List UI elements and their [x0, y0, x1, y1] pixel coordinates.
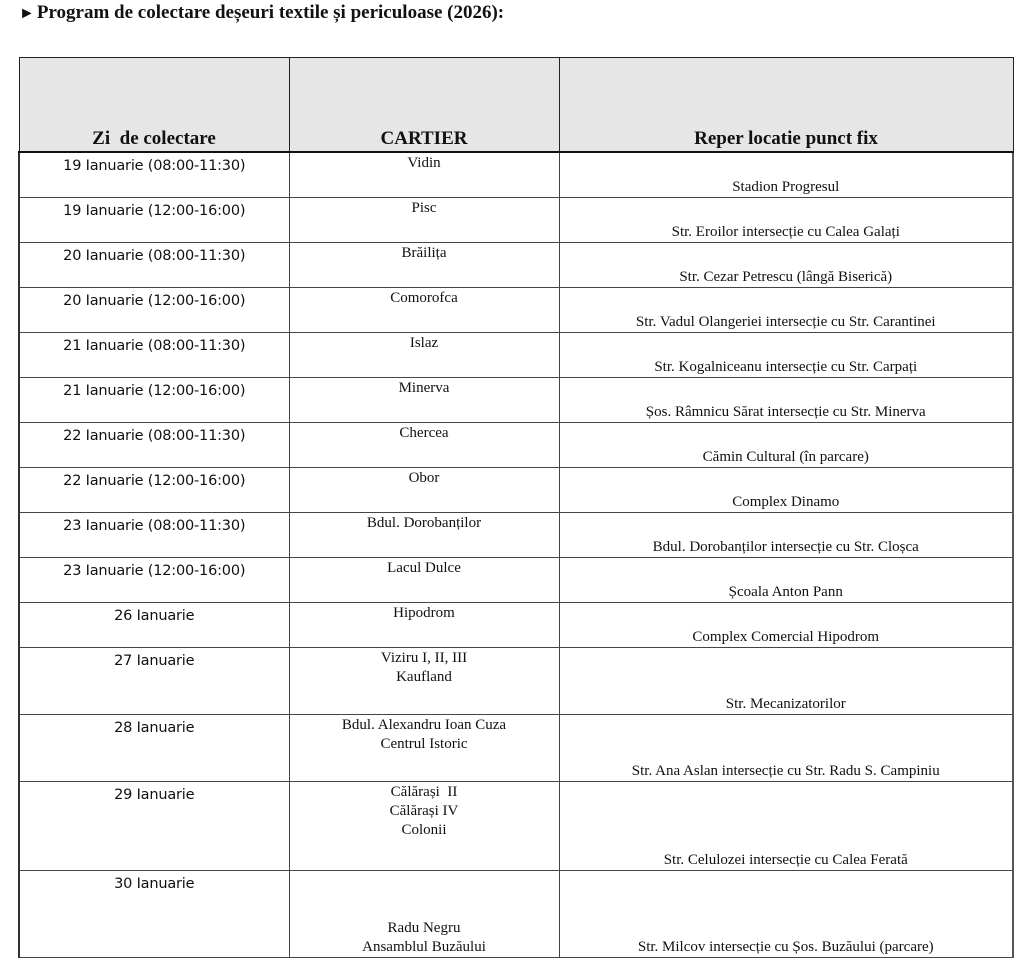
neighborhood-name: Hipodrom — [393, 604, 455, 621]
page-title — [19, 2, 504, 24]
location-cell: Complex Dinamo — [559, 467, 1013, 512]
neighborhood-name: Comorofca — [390, 289, 458, 306]
neighborhood-cell — [289, 197, 559, 242]
table-row — [19, 557, 1013, 602]
neighborhood-name: Centrul Istoric — [380, 735, 468, 752]
location-cell: Stadion Progresul — [559, 152, 1013, 197]
location-cell: Str. Eroilor intersecție cu Calea Galați — [559, 197, 1013, 242]
header-collection-day: Zi de colectare — [19, 58, 289, 153]
collection-day-cell: 30 Ianuarie — [19, 870, 289, 957]
collection-day-cell: 27 Ianuarie — [19, 647, 289, 714]
location-cell: Șos. Râmnicu Sărat intersecție cu Str. Minerva — [559, 377, 1013, 422]
table-body — [19, 152, 1013, 957]
table-header-row — [19, 58, 1013, 153]
neighborhood-name: Bdul. Dorobanților — [366, 514, 482, 531]
location-cell: Str. Ana Aslan intersecție cu Str. Radu S. Campiniu — [559, 714, 1013, 781]
neighborhood-cell — [289, 332, 559, 377]
location-cell: Str. Cezar Petrescu (lângă Biserică) — [559, 242, 1013, 287]
collection-day-cell: 22 Ianuarie (12:00-16:00) — [19, 467, 289, 512]
location-cell: Str. Milcov intersecție cu Șos. Buzăului (parcare) — [559, 870, 1013, 957]
neighborhood-cell — [289, 647, 559, 714]
table-row — [19, 287, 1013, 332]
location-cell: Str. Mecanizatorilor — [559, 647, 1013, 714]
collection-day-cell: 29 Ianuarie — [19, 781, 289, 870]
collection-schedule-table — [18, 57, 1014, 958]
table-row — [19, 377, 1013, 422]
neighborhood-cell — [289, 512, 559, 557]
table-row — [19, 512, 1013, 557]
neighborhood-cell — [289, 422, 559, 467]
collection-day-cell: 19 Ianuarie (12:00-16:00) — [19, 197, 289, 242]
neighborhood-name: Lacul Dulce — [387, 559, 461, 576]
collection-day-cell: 23 Ianuarie (12:00-16:00) — [19, 557, 289, 602]
neighborhood-cell — [289, 602, 559, 647]
table-row — [19, 870, 1013, 957]
neighborhood-name: Chercea — [399, 424, 449, 441]
collection-day-cell: 21 Ianuarie (12:00-16:00) — [19, 377, 289, 422]
location-cell: Școala Anton Pann — [559, 557, 1013, 602]
location-cell: Bdul. Dorobanților intersecție cu Str. Cloșca — [559, 512, 1013, 557]
collection-day-cell: 21 Ianuarie (08:00-11:30) — [19, 332, 289, 377]
table-row — [19, 714, 1013, 781]
neighborhood-cell — [289, 467, 559, 512]
collection-day-cell: 28 Ianuarie — [19, 714, 289, 781]
location-cell: Str. Celulozei intersecție cu Calea Ferată — [559, 781, 1013, 870]
title-text: Program de colectare deșeuri textile și periculoase (2026): — [36, 2, 505, 23]
triangle-bullet-icon: ► — [19, 5, 35, 22]
table-row — [19, 242, 1013, 287]
table-row — [19, 647, 1013, 714]
neighborhood-name: Brăilița — [401, 244, 447, 261]
location-cell: Str. Kogalniceanu intersecție cu Str. Carpați — [559, 332, 1013, 377]
neighborhood-name: Minerva — [398, 379, 450, 396]
table-row — [19, 197, 1013, 242]
header-location: Reper locatie punct fix — [559, 58, 1013, 153]
neighborhood-name: Viziru I, II, III — [380, 649, 468, 666]
neighborhood-name: Pisc — [411, 199, 437, 216]
collection-day-cell: 19 Ianuarie (08:00-11:30) — [19, 152, 289, 197]
table-row — [19, 422, 1013, 467]
neighborhood-name: Călărași II — [390, 783, 458, 800]
header-neighborhood: CARTIER — [289, 58, 559, 153]
neighborhood-name: Călărași IV — [389, 802, 459, 819]
neighborhood-name: Ansamblul Buzăului — [362, 938, 486, 955]
neighborhood-cell — [289, 152, 559, 197]
neighborhood-cell — [289, 377, 559, 422]
neighborhood-name: Vidin — [407, 155, 441, 171]
neighborhood-cell — [289, 557, 559, 602]
table-row — [19, 602, 1013, 647]
neighborhood-name: Kaufland — [396, 668, 452, 685]
neighborhood-cell — [289, 287, 559, 332]
neighborhood-name: Bdul. Alexandru Ioan Cuza — [341, 716, 507, 733]
neighborhood-name: Islaz — [409, 334, 439, 351]
neighborhood-name: Colonii — [401, 821, 447, 838]
collection-day-cell: 23 Ianuarie (08:00-11:30) — [19, 512, 289, 557]
collection-day-cell: 22 Ianuarie (08:00-11:30) — [19, 422, 289, 467]
location-cell: Complex Comercial Hipodrom — [559, 602, 1013, 647]
neighborhood-cell — [289, 242, 559, 287]
neighborhood-name: Radu Negru — [387, 919, 461, 936]
neighborhood-name: Obor — [408, 469, 440, 486]
table-row — [19, 467, 1013, 512]
collection-day-cell: 20 Ianuarie (08:00-11:30) — [19, 242, 289, 287]
neighborhood-cell — [289, 870, 559, 957]
collection-day-cell: 26 Ianuarie — [19, 602, 289, 647]
collection-day-cell: 20 Ianuarie (12:00-16:00) — [19, 287, 289, 332]
table-row — [19, 781, 1013, 870]
neighborhood-cell — [289, 714, 559, 781]
table-row — [19, 332, 1013, 377]
table-row — [19, 152, 1013, 197]
neighborhood-cell — [289, 781, 559, 870]
location-cell: Str. Vadul Olangeriei intersecție cu Str. Carantinei — [559, 287, 1013, 332]
location-cell: Cămin Cultural (în parcare) — [559, 422, 1013, 467]
